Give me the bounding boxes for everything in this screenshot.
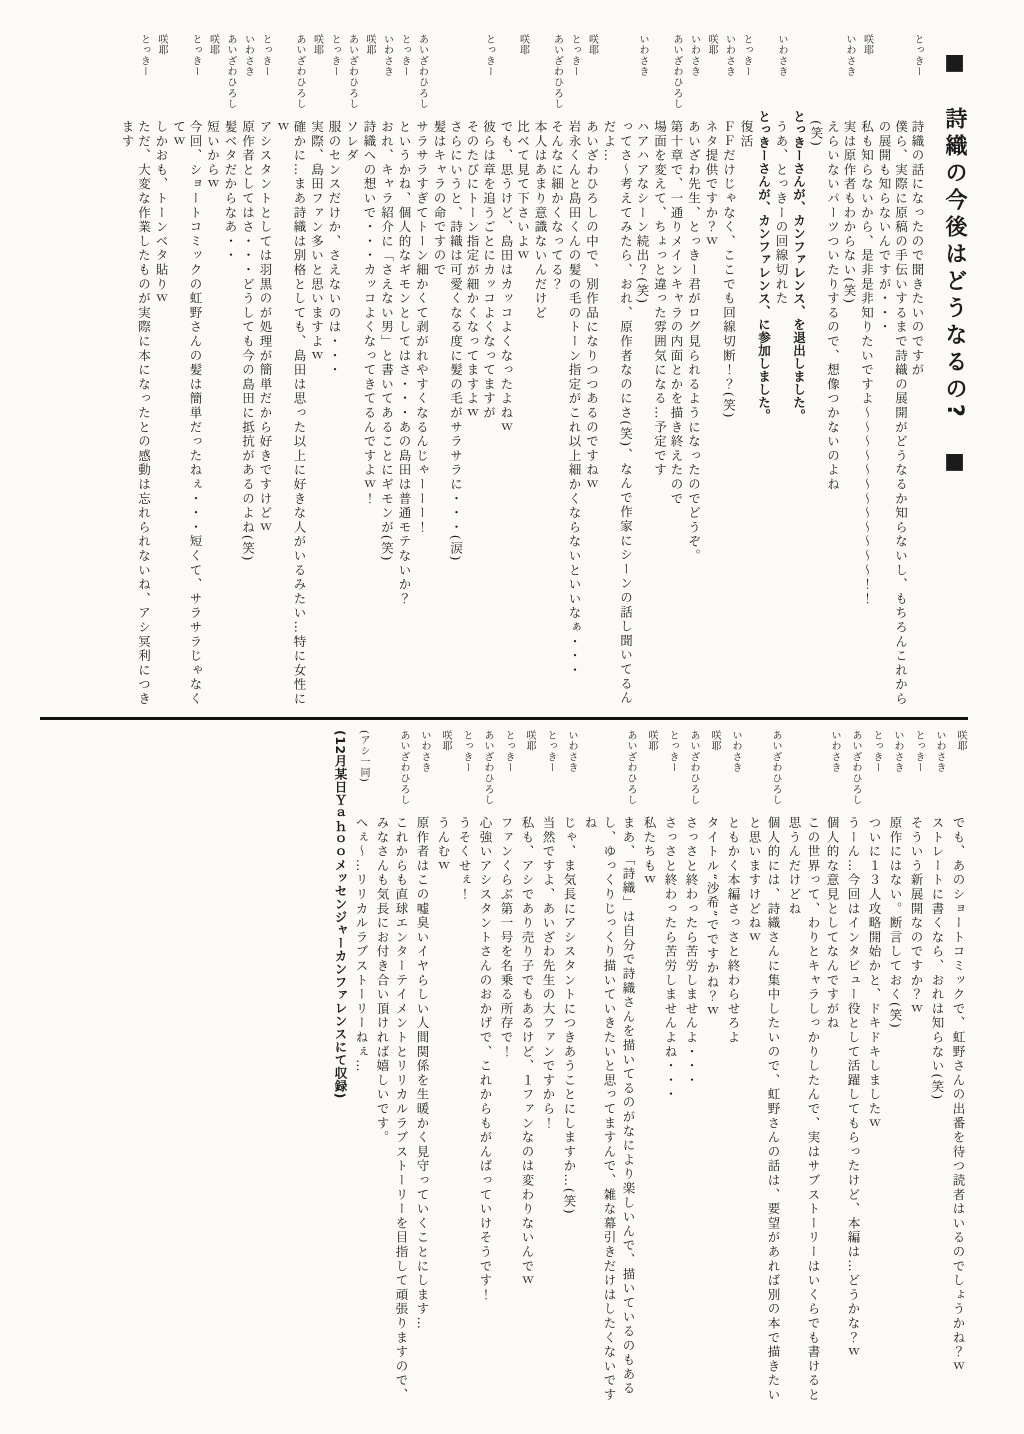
speaker-label: あいざわひろし <box>398 730 409 806</box>
speech-entry <box>204 34 221 708</box>
dialogue-line: まあ、「詩織」は自分で詩織さんを描いてるのがなにより楽しいんで、描いているのもあるし、ゆっくりじっくり描いていきたいと思ってますんで、雑な幕引きだけはしたくないですね <box>583 816 636 1403</box>
speaker-label: 咲耶 <box>861 34 873 56</box>
dialogue-line: そういう新展開なのですか？ｗ <box>909 816 924 1017</box>
speech-entry <box>326 34 343 708</box>
speaker-label: あいざわひろし <box>850 730 861 806</box>
speaker-label: いわさき <box>419 730 430 774</box>
system-message <box>755 34 772 708</box>
speaker-label: いわさき <box>844 34 855 78</box>
speaker-label: いわさき <box>892 730 903 774</box>
speaker-label: あいざわひろし <box>225 34 236 110</box>
dialogue-line: サラサラすぎてトーン細かくて剥がれやすくなるんじゃーーー！ <box>414 120 430 535</box>
speaker-label: あいざわひろし <box>551 34 563 110</box>
speaker-label: いわさき <box>242 34 254 78</box>
speaker-label: とっきー <box>260 34 271 78</box>
speaker-label: 咲耶 <box>440 730 451 752</box>
dialogue-line: 心強いアシスタントさんのおかげで、これからもがんばっていけそうです！ <box>478 816 493 1303</box>
speech-entry <box>773 34 790 708</box>
dialogue-line: 詩織への想いで・・・カッコよくなってきてるんですよｗ！ <box>362 120 377 507</box>
dialogue-line: 原作者はこの嘘臭いイヤらしい人間関係を生暖かく見守っていくことにします… <box>415 816 430 1331</box>
speech-entry <box>640 730 659 1412</box>
speaker-label: 咲耶 <box>517 34 529 56</box>
speaker-label: 咲耶 <box>709 730 720 752</box>
dialogue-line: ハアハアなシーン続出？(笑) <box>635 120 650 305</box>
speech-entry <box>274 34 307 708</box>
speech-entry <box>601 34 651 708</box>
speech-entry <box>724 730 743 1412</box>
speech-entry <box>661 730 680 1412</box>
speaker-label: あいざわひろし <box>770 730 781 806</box>
speech-entry <box>434 730 453 1412</box>
dialogue-line: 第十章で、一通りメインキャラの内面とかを描き終えたので <box>669 120 684 507</box>
speech-entry <box>352 730 371 1412</box>
dialogue-line: 復活 <box>739 120 754 149</box>
dialogue-line: 比べて見て下さいよｗ <box>515 120 531 263</box>
dialogue-line: 個人的な意見としてなんですがね <box>825 816 840 1031</box>
speaker-label: いわさき <box>566 730 577 774</box>
speech-entry <box>844 730 863 1412</box>
speaker-label: いわさき <box>637 34 648 78</box>
speaker-label: とっきー <box>503 730 514 774</box>
speech-entry <box>865 730 884 1412</box>
speech-entry <box>361 34 378 708</box>
speech-entry <box>518 730 537 1412</box>
speech-entry <box>651 34 684 708</box>
dialogue-line: そんなに細かくなってる？ <box>549 120 565 292</box>
speaker-label: いわさき <box>934 730 945 774</box>
speaker-label: とっきー <box>912 34 923 78</box>
speaker-label: とっきー <box>399 34 410 78</box>
speech-entry <box>343 34 360 708</box>
dialogue-line: へぇ〜…リリカルラブストーリーねぇ… <box>354 816 369 1074</box>
dialogue-line: じゃ、ま気長にアシスタントにつきあうことにしますか…(笑) <box>562 816 577 1216</box>
speaker-label: 咲耶 <box>524 730 535 752</box>
dialogue-line: 原作者としてはさ・・・どうしても今の島田に抵抗があるのよね(笑) <box>240 120 256 563</box>
recording-note: (12月某日Ｙａｈｏｏメッセンジャーカンファレンスにて収録) <box>333 730 348 1099</box>
speaker-label: 咲耶 <box>156 34 167 56</box>
speech-entry <box>581 730 638 1412</box>
speech-entry <box>455 730 474 1412</box>
dialogue-line: でも、あのショートコミックで、虹野さんの出番を待つ読者はいるのでしょうかね？ｗ <box>951 816 966 1374</box>
dialogue-line: ただ、大変な作業したものが実際に本になったとの感動は忘れられないね、アシ冥利につきます <box>120 120 152 707</box>
speaker-label: 咲耶 <box>311 34 323 56</box>
dialogue-line: しかおも、トーンベタ貼りｗ <box>154 120 169 306</box>
dialogue-line: 本人はあまり意識ないんだけど <box>533 120 548 321</box>
dialogue-line: でも、思うけど、島田はカッコよくなったよねｗ <box>499 120 514 435</box>
speaker-label: 咲耶 <box>364 34 375 56</box>
speech-entry <box>308 34 325 708</box>
speaker-label: あいざわひろし <box>671 34 682 110</box>
dialogue-line: おれ、キャラ紹介に「さえない男」と書いてあることにギモンが(笑) <box>379 120 395 563</box>
speech-entry <box>703 34 720 708</box>
speech-entry <box>373 730 411 1412</box>
speech-entry <box>682 730 701 1412</box>
dialogue-line: アシスタントとしては羽黒のが処理が簡単だから好きですけどｗ <box>258 120 273 535</box>
dialogue-line: 原作にはない。断言しておく(笑) <box>888 816 903 1030</box>
dialogue-line: これからも直球エンターテイメントとリリカルラブストーリーを目指して頑張りますので、みなさんも気長にお付き合い頂ければ嬉しいです。 <box>375 816 409 1403</box>
speaker-label: とっきー <box>569 34 580 78</box>
dialogue-line: 今回、ショートコミックの虹野さんの髪は簡単だったねぇ・・・短くて、サラサラじゃなくてｗ <box>171 120 203 707</box>
speech-entry <box>396 34 413 708</box>
speaker-label: いわさき <box>381 34 393 78</box>
speaker-label: とっきー <box>741 34 752 78</box>
speech-entry <box>498 34 531 708</box>
speech-entry <box>378 34 395 708</box>
dialogue-line: あいざわひろしの中で、別作品になりつつあるのですねｗ <box>584 120 600 492</box>
speaker-label: 咲耶 <box>586 34 598 56</box>
speaker-label: とっきー <box>461 730 472 774</box>
speaker-label: あいざわひろし <box>688 730 699 806</box>
dialogue-line: 当然ですよ、あいざわ先生の大ファンですから！ <box>541 816 556 1131</box>
speech-entry <box>431 34 497 708</box>
dialogue-line: 髪ベタだからなあ・・ <box>223 120 238 263</box>
speech-entry <box>560 730 579 1412</box>
speaker-label: あいざわひろし <box>294 34 305 110</box>
speech-entry <box>170 34 203 708</box>
dialogue-line: さっさと終わったら苦労しませんよ・・・ <box>684 816 699 1088</box>
speech-entry <box>928 730 947 1412</box>
dialogue-line: 短いからｗ <box>205 120 221 192</box>
speaker-label: とっきー <box>913 730 924 774</box>
speech-entry <box>497 730 516 1412</box>
dialogue-line: 僕ら、実際に原稿の手伝いするまで詩織の展開がどうなるか知らないし、もちろんこれからの展開も知らないんですが・・・ <box>877 120 909 707</box>
speaker-label: 咲耶 <box>207 34 219 56</box>
system-message <box>790 34 807 708</box>
dialogue-line: あいざわ先生、とっきー君がログ見られるようになったのでどうぞ。 <box>686 120 702 564</box>
dialogue-line: さっさと終わったら苦労しませんよね・・・ <box>663 816 678 1102</box>
speech-entry <box>413 34 430 708</box>
dialogue-line: 実は原作者もわからない(笑) <box>842 120 857 305</box>
dialogue-line: 岩永くんと島田くんの髪の毛のトーン指定がこれ以上細かくならないといいなぁ・・・ <box>567 120 582 678</box>
speaker-label: とっきー <box>667 730 678 774</box>
dialogue-line: 詩織の話になったので聞きたいのですが <box>910 120 925 378</box>
speech-entry <box>703 730 722 1412</box>
speech-entry <box>738 34 755 708</box>
dialogue-line: うーん…今回はインタビュー役として活躍してもらったけど、本編は…どうかな？ｗ <box>846 816 861 1360</box>
dialogue-line: 髪はキャラの命ですので <box>432 120 447 278</box>
system-line: とっきーさんが、カンファレンス、を退出しました。 <box>791 110 807 422</box>
dialogue-line: というかね、個人的なギモンとしてはさ・・・あの島田は普通モテないか？ <box>397 120 412 607</box>
speech-entry <box>876 34 926 708</box>
dialogue-line: 私も、アシであり売り子でもあるけど、１ファンなのは変わりないんでｗ <box>520 816 535 1288</box>
dialogue-line: うそくせぇ！ <box>457 816 472 902</box>
speech-entry <box>539 730 558 1412</box>
speech-entry <box>476 730 495 1412</box>
speech-entry <box>257 34 274 708</box>
top-section <box>118 34 981 708</box>
section-divider <box>40 717 968 720</box>
speaker-label: とっきー <box>545 730 556 774</box>
dialogue-line: そのたびにトーン指定が細かくなってますよｗ <box>465 120 480 421</box>
system-line: とっきーさんが、カンファレンス、に参加しました。 <box>756 110 772 422</box>
dialogue-line: さらにいうと、詩織は可愛くなる度に髪の毛がサラサラに・・・(涙) <box>448 120 464 563</box>
speaker-label: いわさき <box>730 730 741 774</box>
speech-entry <box>949 730 968 1412</box>
speaker-label: いわさき <box>688 34 700 78</box>
speech-entry <box>745 730 783 1412</box>
speech-entry <box>685 34 702 708</box>
speech-entry <box>583 34 600 708</box>
dialogue-line: タイトル“沙希”でですかね？ｗ <box>705 816 720 1019</box>
dialogue-line: 彼らは章を追うごとにカッコよくなってますが <box>481 120 497 421</box>
system-message <box>331 730 350 1412</box>
speaker-label: とっきー <box>138 34 150 78</box>
speaker-label: あいざわひろし <box>346 34 358 110</box>
speech-entry <box>222 34 239 708</box>
speech-entry <box>907 730 926 1412</box>
dialogue-line: ネタ提供ですか？ｗ <box>704 120 719 249</box>
speech-entry <box>239 34 256 708</box>
speaker-label: 咲耶 <box>955 730 966 752</box>
dialogue-line: この世界って、わりとキャラしっかりしたんで、実はサブストーリーはいくらでも書けると思うんだけどね <box>787 816 821 1403</box>
speaker-label: 咲耶 <box>706 34 717 56</box>
page-title: ■ 詩織の今後はどうなるの? ■ <box>942 50 967 479</box>
speaker-label: とっきー <box>483 34 495 78</box>
speaker-label: とっきー <box>871 730 882 774</box>
speech-entry <box>720 34 737 708</box>
dialogue-line: 私たちもｗ <box>642 816 657 888</box>
speaker-label: いわさき <box>829 730 840 774</box>
dialogue-line: 服のセンスだけか、さえないのは・・・ <box>327 120 342 378</box>
dialogue-line: うあ、とっきーの回線切れた <box>774 120 789 306</box>
dialogue-line: えらいないパーツついたりするので、想像つかないのよね <box>825 120 841 492</box>
dialogue-line: (笑) <box>809 120 824 148</box>
dialogue-line: ついに１３人攻略開始かと、ドキドキしましたｗ <box>867 816 882 1131</box>
dialogue-line: 私も知らないから、是非是非知りたいですよ〜〜〜〜〜〜〜〜〜〜〜〜！！ <box>859 120 875 607</box>
dialogue-line: ソレダ <box>344 120 360 163</box>
speaker-label: 咲耶 <box>646 730 657 752</box>
speech-entry <box>566 34 583 708</box>
dialogue-line: うんむｗ <box>436 816 451 874</box>
bottom-section <box>329 730 968 1412</box>
speaker-label: あいざわひろし <box>416 34 428 110</box>
dialogue-line: ってさ〜考えてみたら、おれ、原作者なのにさ(笑)、なんで作家にシーンの話し聞いてるんだよ… <box>602 120 634 706</box>
dialogue-line: ファンくらぶ第一号を名乗る所存で！ <box>499 816 514 1060</box>
dialogue-line: ストレートに書くなら、おれは知らない(笑) <box>930 816 945 1102</box>
dialogue-line: 個人的には、詩織さんに集中したいので、虹野さんの話は、要望があれば別の本で描きたいと思いますけどねｗ <box>747 816 781 1403</box>
speech-entry <box>532 34 565 708</box>
speaker-label: いわさき <box>723 34 735 78</box>
speech-entry <box>858 34 875 708</box>
speaker-label: いわさき <box>776 34 787 78</box>
dialogue-line: 場面を変えて、ちょっと違った雰囲気になる…予定です <box>652 120 668 478</box>
speech-entry <box>808 34 858 708</box>
speaker-label: あいざわひろし <box>482 730 493 806</box>
speaker-label: とっきー <box>190 34 201 78</box>
dialogue-line: 実際、島田ファン多いと思いますよｗ <box>309 120 325 364</box>
speech-entry <box>153 34 170 708</box>
speech-entry <box>413 730 432 1412</box>
speaker-label: とっきー <box>329 34 340 78</box>
speaker-label: あいざわひろし <box>625 730 636 806</box>
speaker-label: (アシ一同) <box>358 730 369 783</box>
dialogue-line: 確かに…まあ詩織は別格としても、島田は思った以上に好きな人がいるみたい…特に女性にｗ <box>275 120 307 707</box>
dialogue-line: ともかく本編さっさと終わらせろよ <box>726 816 741 1045</box>
dialogue-line: ＦＦだけじゃなく、ここでも回線切断！？(笑) <box>721 120 737 420</box>
speech-entry <box>785 730 842 1412</box>
speech-entry <box>119 34 152 708</box>
speech-entry <box>886 730 905 1412</box>
